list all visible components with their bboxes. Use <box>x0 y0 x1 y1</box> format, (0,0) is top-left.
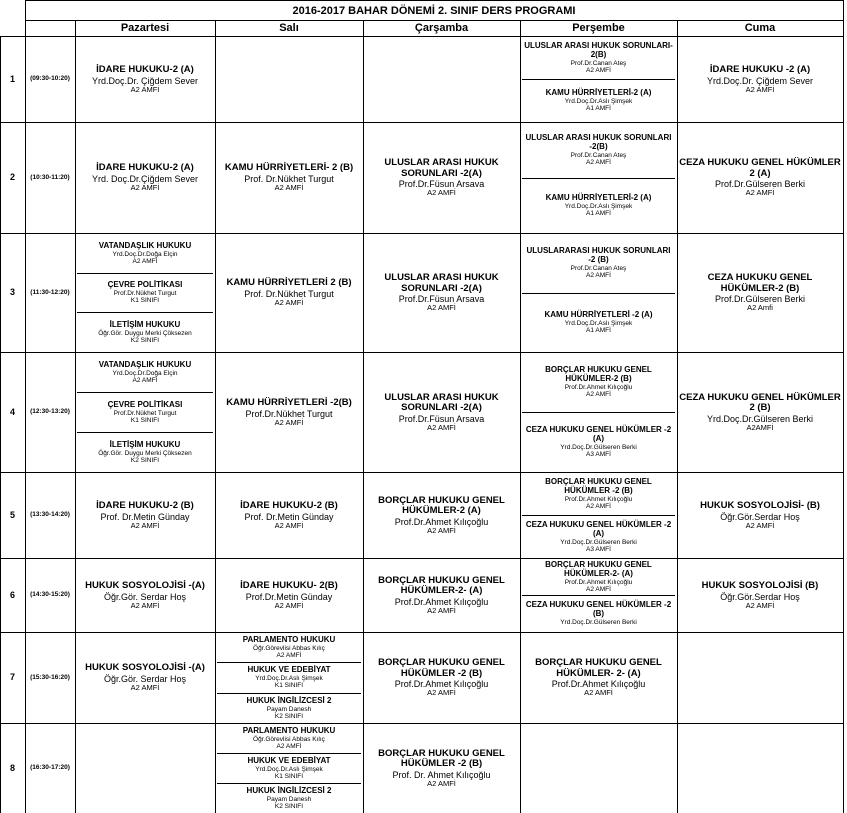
course-teacher: Prof. Dr. Ahmet Kılıçoğlu <box>392 769 491 780</box>
course-teacher: Yrd.Doç.Dr.Gülseren Berki <box>560 619 637 627</box>
course-title: HUKUK İNGİLİZCESİ 2 <box>246 785 332 795</box>
course-title: CEZA HUKUKU GENEL HÜKÜMLER -2 (A) <box>525 425 672 444</box>
course-teacher: Öğr.Gör. Duygu Merki Çöksezen <box>98 449 192 457</box>
row-time <box>25 558 75 632</box>
course-cell <box>365 473 518 558</box>
row-time-label: (09:30-10:20) <box>30 75 70 83</box>
course-room: A2 AMFİ <box>745 520 775 530</box>
day-header-wed <box>363 21 520 36</box>
row-time-label: (15:30-16:20) <box>30 673 70 681</box>
course-cell <box>679 559 841 632</box>
row-time <box>25 632 75 723</box>
course-title: HUKUK SOSYOLOJİSİ -(A) <box>85 662 205 674</box>
course-title: İDARE HUKUKU-2 (B) <box>96 499 194 511</box>
course-title: KAMU HÜRRİYETLERİ-2 (A) <box>545 193 652 203</box>
course-teacher: Yrd.Doç.Dr.Doğa Elçin <box>112 369 178 377</box>
course-cell <box>679 37 841 122</box>
course-cell <box>522 516 675 558</box>
course-cell <box>217 473 361 558</box>
course-teacher: Öğr.Görevlisi Abbas Kılıç <box>253 644 325 652</box>
course-teacher: Prof.Dr.Ahmet Kılıçoğlu <box>394 596 489 607</box>
course-title: KAMU HÜRRİYETLERİ- 2 (B) <box>224 162 354 174</box>
course-room: A2 AMFİ <box>274 183 304 193</box>
course-room: A2 AMFİ <box>586 585 611 593</box>
course-room: K1 SINIFI <box>130 416 160 424</box>
course-title: CEZA HUKUKU GENEL HÜKÜMLER 2 (B) <box>679 391 841 414</box>
course-teacher: Yrd.Doç.Dr.Doğa Elçin <box>112 250 178 258</box>
grid-line-vertical <box>843 0 844 813</box>
course-room: A2 AMFİ <box>586 391 611 399</box>
course-cell <box>522 633 675 723</box>
course-teacher: Prof. Dr.Nükhet Turgut <box>244 289 334 300</box>
course-teacher: Prof.Dr.Ahmet Kılıçoğlu <box>394 679 489 690</box>
course-teacher: Prof.Dr.Ahmet Kılıçoğlu <box>394 516 489 527</box>
course-cell <box>522 123 675 178</box>
course-room: A2 AMFİ <box>130 183 160 193</box>
course-title: BORÇLAR HUKUKU GENEL HÜKÜMLER -2 (B) <box>545 476 652 495</box>
course-room: A2 AMFİ <box>586 272 611 280</box>
course-cell <box>217 694 361 723</box>
course-teacher: Öğr.Gör.Serdar Hoş <box>720 591 800 602</box>
grid-line-vertical <box>520 20 521 813</box>
course-teacher: Yrd.Doç.Dr.Aslı Şimşek <box>255 765 323 773</box>
course-room: A2 AMFİ <box>276 651 302 659</box>
course-cell <box>365 123 518 233</box>
course-teacher: Prof.Dr.Füsun Arsava <box>398 294 485 305</box>
course-teacher: Yrd.Doç.Dr.Gülseren Berki <box>706 413 814 424</box>
course-cell <box>77 234 213 273</box>
course-title: ULUSLAR ARASI HUKUK SORUNLARI -2(A) <box>384 391 499 414</box>
course-teacher: Yrd. Doç.Dr.Çiğdem Sever <box>91 174 199 185</box>
course-title: CEZA HUKUKU GENEL HÜKÜMLER -2 (A) <box>525 519 672 538</box>
course-title: PARLAMENTO HUKUKU <box>242 634 336 644</box>
course-room: A2 AMFİ <box>584 688 613 698</box>
course-cell <box>522 37 675 79</box>
row-number-label: 4 <box>9 406 15 417</box>
course-title: HUKUK VE EDEBİYAT <box>247 665 331 675</box>
course-teacher: Öğr.Gör.Serdar Hoş <box>720 511 800 522</box>
course-teacher: Prof.Dr.Canan Ateş <box>570 59 627 67</box>
course-teacher: Öğr.Gör. Duygu Merki Çöksezen <box>98 329 192 337</box>
course-teacher: Prof.Dr.Ahmet Kılıçoğlu <box>564 578 633 586</box>
course-cell <box>522 473 675 515</box>
grid-line-vertical <box>677 20 678 813</box>
course-title: İDARE HUKUKU-2 (A) <box>96 63 194 75</box>
course-cell <box>217 784 361 813</box>
row-time <box>25 472 75 558</box>
course-title: ÇEVRE POLİTİKASI <box>107 399 183 409</box>
course-teacher: Öğr.Görevlisi Abbas Kılıç <box>253 735 325 743</box>
course-teacher: Öğr.Gör. Serdar Hoş <box>103 674 187 685</box>
course-title: HUKUK SOSYOLOJİSİ -(A) <box>85 579 205 591</box>
course-room: A2 AMFİ <box>130 600 160 610</box>
course-teacher: Yrd.Doç.Dr.Aslı Şimşek <box>564 320 633 328</box>
day-header-label: Çarşamba <box>414 22 469 35</box>
course-room: A2 AMFİ <box>427 605 456 615</box>
course-room: A2 AMFİ <box>274 417 304 427</box>
course-room: A2 AMFİ <box>427 778 456 788</box>
course-teacher: Yrd.Doç.Dr. Çiğdem Sever <box>91 75 199 86</box>
course-title: CEZA HUKUKU GENEL HÜKÜMLER 2 (A) <box>679 157 841 179</box>
course-room: A2AMFİ <box>746 422 774 432</box>
course-room: A2 AMFİ <box>745 600 775 610</box>
course-title: CEZA HUKUKU GENEL HÜKÜMLER -2 (B) <box>525 600 672 619</box>
row-time <box>25 36 75 122</box>
row-time-label: (14:30-15:20) <box>30 591 70 599</box>
row-time-label: (11:30-12:20) <box>30 288 70 296</box>
course-cell <box>522 559 675 595</box>
course-cell <box>77 473 213 558</box>
course-cell <box>217 234 361 352</box>
course-room: A2 AMFİ <box>274 520 304 530</box>
row-number <box>0 352 25 472</box>
row-number-label: 8 <box>9 762 15 773</box>
course-room: A2 AMFİ <box>586 159 611 167</box>
course-title: İDARE HUKUKU-2 (A) <box>96 162 194 174</box>
course-title: PARLAMENTO HUKUKU <box>242 725 336 735</box>
course-room: A2 AMFİ <box>274 298 304 308</box>
row-number-label: 3 <box>9 287 15 298</box>
course-teacher: Yrd.Doç.Dr. Çiğdem Sever <box>706 75 814 86</box>
course-title: İDARE HUKUKU-2 (B) <box>240 499 338 511</box>
course-title: HUKUK SOSYOLOJİSİ (B) <box>701 579 819 591</box>
course-teacher: Prof.Dr.Ahmet Kılıçoğlu <box>564 495 633 503</box>
day-header-label: Salı <box>279 22 299 35</box>
course-title: VATANDAŞLIK HUKUKU <box>98 240 192 250</box>
course-cell <box>217 353 361 472</box>
course-room: K2 SINIFI <box>130 336 160 344</box>
course-title: ÇEVRE POLİTİKASI <box>107 280 183 290</box>
row-number <box>0 558 25 632</box>
day-header-thu <box>520 21 677 36</box>
course-room: A2 AMFİ <box>427 188 456 198</box>
course-title: HUKUK SOSYOLOJİSİ- (B) <box>700 499 820 511</box>
course-cell <box>77 37 213 122</box>
course-cell <box>217 754 361 783</box>
course-teacher: Yrd.Doç.Dr.Aslı Şimşek <box>255 675 323 683</box>
course-cell <box>679 123 841 233</box>
course-title: KAMU HÜRRİYETLERİ -2(B) <box>226 396 352 408</box>
course-title: İLETİŞİM HUKUKU <box>109 439 181 449</box>
day-header-tue <box>215 21 363 36</box>
course-cell <box>522 234 675 293</box>
day-header-label: Perşembe <box>572 22 625 35</box>
course-teacher: Prof.Dr.Füsun Arsava <box>398 413 485 424</box>
course-room: A2 Amfi <box>747 303 773 313</box>
course-title: BORÇLAR HUKUKU GENEL HÜKÜMLER-2- (A) <box>545 559 652 578</box>
row-number-label: 7 <box>9 672 15 683</box>
course-cell <box>77 393 213 432</box>
row-number-label: 5 <box>9 509 15 520</box>
course-cell <box>217 123 361 233</box>
course-teacher: Prof.Dr.Gülseren Berki <box>714 179 806 190</box>
row-time <box>25 233 75 352</box>
course-cell <box>77 274 213 312</box>
row-number-label: 6 <box>9 589 15 600</box>
course-cell <box>522 294 675 352</box>
course-teacher: Prof.Dr.Ahmet Kılıçoğlu <box>551 679 646 690</box>
page-title <box>25 4 843 18</box>
course-title: BORÇLAR HUKUKU GENEL HÜKÜMLER-2 (A) <box>378 494 505 517</box>
course-cell <box>217 633 361 662</box>
course-room: K1 SINIFI <box>274 772 304 780</box>
course-cell <box>217 663 361 693</box>
course-cell <box>365 633 518 723</box>
course-room: A2 AMFİ <box>427 525 456 535</box>
course-room: A2 AMFİ <box>132 257 158 265</box>
course-cell <box>679 353 841 472</box>
day-header-mon <box>75 21 215 36</box>
course-cell <box>365 234 518 352</box>
course-title: BORÇLAR HUKUKU GENEL HÜKÜMLER -2 (B) <box>378 657 505 679</box>
course-room: K2 SINIFI <box>130 456 160 464</box>
course-room: A2 AMFİ <box>276 742 302 750</box>
course-title: BORÇLAR HUKUKU GENEL HÜKÜMLER -2 (B) <box>378 747 505 770</box>
course-room: A2 AMFİ <box>745 84 775 94</box>
row-time-label: (12:30-13:20) <box>30 408 70 416</box>
course-teacher: Prof.Dr.Füsun Arsava <box>398 179 485 190</box>
course-room: A1 AMFİ <box>586 210 611 218</box>
course-title: BORÇLAR HUKUKU GENEL HÜKÜMLER-2- (A) <box>378 574 505 597</box>
course-room: A2 AMFİ <box>586 502 611 510</box>
course-room: A1 AMFİ <box>586 105 611 113</box>
course-room: A2 AMFİ <box>427 688 456 698</box>
row-number-label: 2 <box>9 172 15 183</box>
course-teacher: Prof.Dr.Canan Ateş <box>570 152 627 160</box>
course-title: KAMU HÜRRİYETLERİ 2 (B) <box>226 277 352 289</box>
course-teacher: Prof.Dr.Canan Ateş <box>570 265 627 273</box>
course-cell <box>217 559 361 632</box>
course-room: A3 AMFİ <box>586 451 611 459</box>
course-room: A2 AMFİ <box>130 84 160 94</box>
course-title: ULUSLAR ARASI HUKUK SORUNLARI -2(B) <box>525 133 672 152</box>
course-teacher: Payam Danesh <box>266 705 312 713</box>
row-time <box>25 352 75 472</box>
course-title: İLETİŞİM HUKUKU <box>109 319 181 329</box>
row-number <box>0 233 25 352</box>
grid-line-vertical <box>75 20 76 813</box>
day-header-label: Cuma <box>744 22 776 35</box>
course-teacher: Prof. Dr.Metin Günday <box>100 511 190 522</box>
course-title: BORÇLAR HUKUKU GENEL HÜKÜMLER- 2- (A) <box>535 657 662 679</box>
course-title: ULUSLAR ARASI HUKUK SORUNLARI-2(B) <box>524 40 673 59</box>
course-title: BORÇLAR HUKUKU GENEL HÜKÜMLER-2 (B) <box>545 365 652 384</box>
course-cell <box>77 633 213 723</box>
course-cell <box>679 234 841 352</box>
grid-line-vertical <box>363 20 364 813</box>
course-teacher: Yrd.Doç.Dr.Aslı Şimşek <box>564 203 633 211</box>
course-title: KAMU HÜRRİYETLERİ -2 (A) <box>544 310 653 320</box>
row-number <box>0 632 25 723</box>
course-title: İDARE HUKUKU- 2(B) <box>240 579 338 591</box>
course-room: A2 AMFİ <box>132 376 158 384</box>
course-room: K1 SINIFI <box>130 297 160 305</box>
course-cell <box>365 559 518 632</box>
page-title-text: 2016-2017 BAHAR DÖNEMİ 2. SINIF DERS PROGRAMI <box>292 4 576 17</box>
grid-line-horizontal <box>25 0 843 1</box>
course-room: A2 AMFİ <box>130 520 160 530</box>
grid-line-vertical <box>215 20 216 813</box>
course-title: ULUSLAR ARASI HUKUK SORUNLARI -2(A) <box>384 272 499 294</box>
course-title: İDARE HUKUKU -2 (A) <box>709 63 811 75</box>
row-time <box>25 723 75 813</box>
row-number-label: 1 <box>9 73 15 84</box>
course-room: K1 SINIFI <box>274 682 304 690</box>
course-teacher: Yrd.Doç.Dr.Aslı Şimşek <box>564 98 633 106</box>
course-teacher: Prof.Dr.Nükhet Turgut <box>113 409 177 417</box>
course-room: A2 AMFİ <box>427 303 456 313</box>
course-cell <box>77 353 213 392</box>
row-number <box>0 472 25 558</box>
course-teacher: Prof. Dr.Metin Günday <box>244 511 334 522</box>
course-cell <box>522 353 675 412</box>
row-time-label: (10:30-11:20) <box>30 173 70 181</box>
course-cell <box>77 559 213 632</box>
course-cell <box>77 313 213 352</box>
course-teacher: Prof. Dr.Nükhet Turgut <box>244 174 334 185</box>
course-room: A3 AMFİ <box>586 545 611 553</box>
course-cell <box>522 179 675 233</box>
course-room: K2 SINIFI <box>274 712 304 720</box>
course-teacher: Payam Danesh <box>266 795 312 803</box>
course-cell <box>365 353 518 472</box>
course-teacher: Yrd.Doç.Dr.Gülseren Berki <box>560 444 637 452</box>
course-cell <box>77 433 213 472</box>
course-cell <box>522 80 675 122</box>
row-time-label: (16:30-17:20) <box>30 764 70 772</box>
row-number <box>0 36 25 122</box>
course-room: A2 AMFİ <box>274 600 304 610</box>
row-number <box>0 723 25 813</box>
course-cell <box>217 724 361 753</box>
course-room: A2 AMFİ <box>130 683 160 693</box>
course-teacher: Prof.Dr.Gülseren Berki <box>714 294 806 305</box>
course-room: A2 AMFİ <box>586 66 611 74</box>
row-time <box>25 122 75 233</box>
course-cell <box>522 413 675 472</box>
course-title: HUKUK İNGİLİZCESİ 2 <box>246 695 332 705</box>
course-teacher: Öğr.Gör. Serdar Hoş <box>103 591 187 602</box>
course-room: A1 AMFİ <box>586 327 611 335</box>
course-teacher: Prof.Dr.Nükhet Turgut <box>245 408 333 419</box>
course-room: K2 SINIFI <box>274 802 304 810</box>
course-cell <box>77 123 213 233</box>
row-time-label: (13:30-14:20) <box>30 511 70 519</box>
course-title: ULUSLAR ARASI HUKUK SORUNLARI -2(A) <box>384 157 499 179</box>
course-title: KAMU HÜRRİYETLERİ-2 (A) <box>545 88 652 98</box>
course-title: ULUSLARARASI HUKUK SORUNLARI -2 (B) <box>526 246 671 265</box>
course-teacher: Prof.Dr.Ahmet Kılıçoğlu <box>564 384 633 392</box>
course-teacher: Prof.Dr.Metin Günday <box>245 591 333 602</box>
course-cell <box>522 596 675 632</box>
day-header-fri <box>677 21 843 36</box>
course-room: A2 AMFİ <box>745 188 775 198</box>
course-title: CEZA HUKUKU GENEL HÜKÜMLER-2 (B) <box>707 272 813 294</box>
course-teacher: Yrd.Doç.Dr.Gülseren Berki <box>560 538 637 546</box>
day-header-label: Pazartesi <box>120 22 170 35</box>
course-cell <box>679 473 841 558</box>
course-title: HUKUK VE EDEBİYAT <box>247 755 331 765</box>
course-cell <box>365 724 518 813</box>
course-title: VATANDAŞLIK HUKUKU <box>98 359 192 369</box>
course-teacher: Prof.Dr.Nükhet Turgut <box>113 290 177 298</box>
row-number <box>0 122 25 233</box>
course-room: A2 AMFİ <box>427 422 456 432</box>
